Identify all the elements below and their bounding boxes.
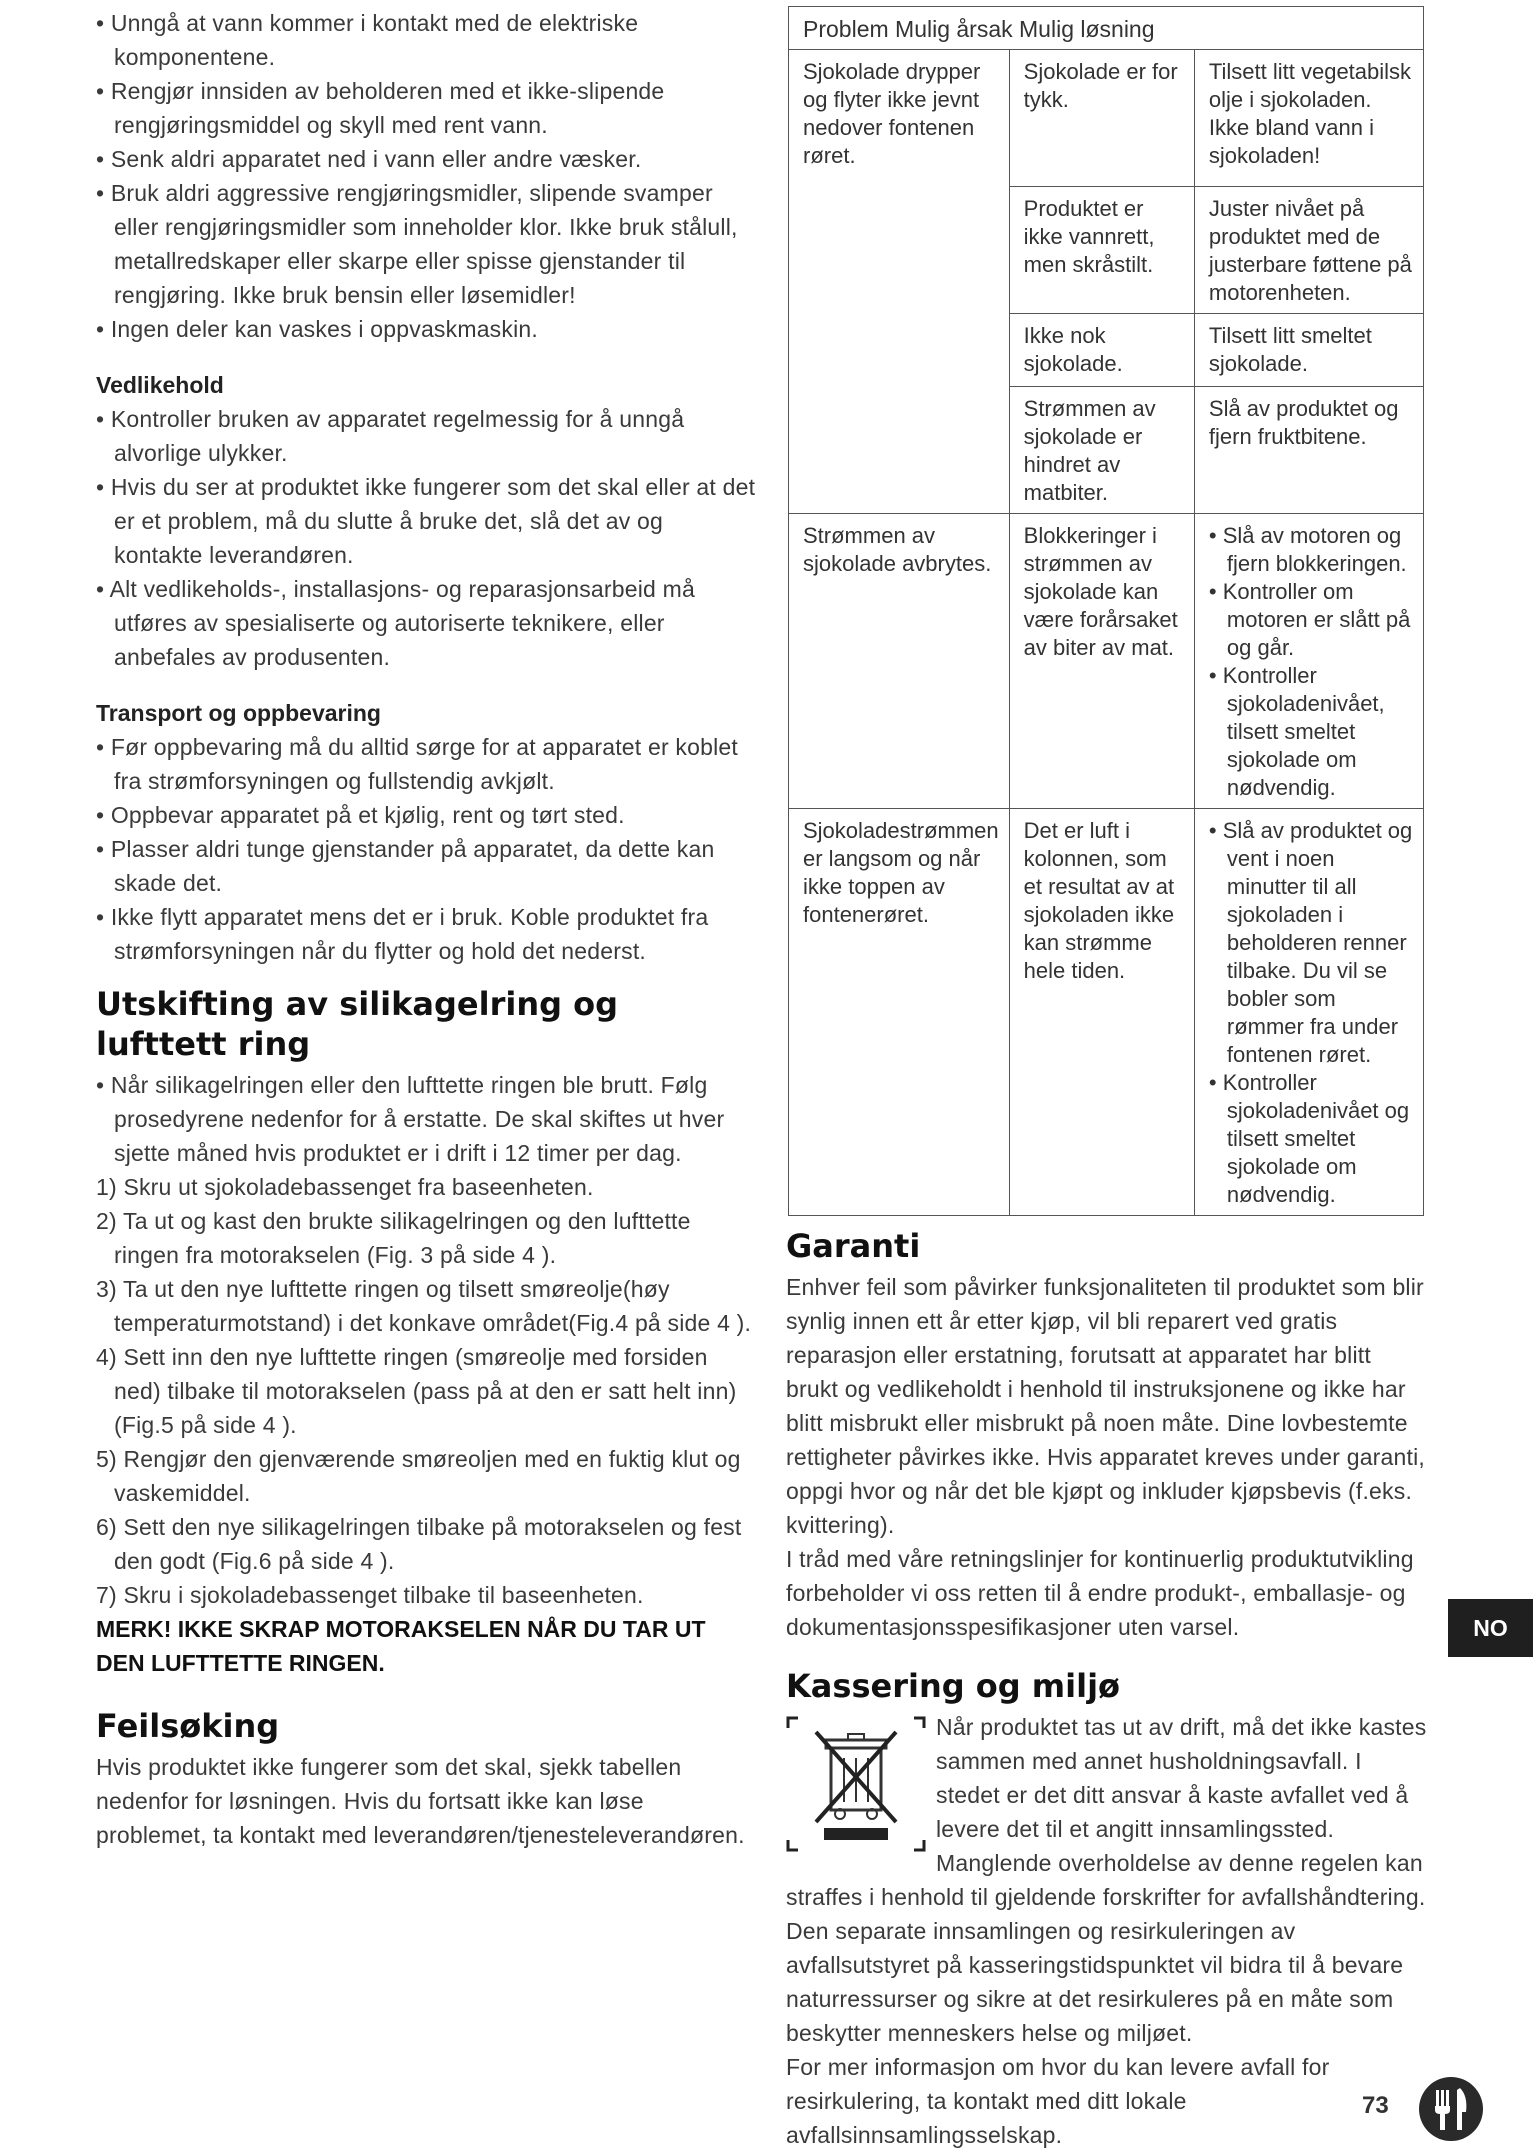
list-item: • Unngå at vann kommer i kontakt med de elektriske komponentene. <box>96 10 639 70</box>
replace-intro: • Når silikagelringen eller den lufttette ringen ble brutt. Følg prosedyrene nedenfor for å erstatte. De skal skiftes ut hver sjette måned hvis produktet er i drift i 12 timer per dag. <box>96 1072 725 1166</box>
list-item: • Bruk aldri aggressive rengjøringsmidler, slipende svamper eller rengjøringsmidler som inneholder klor. Ikke bruk stålull, metallredskaper eller skarpe eller spisse gjenstander til rengjøring. Ikke bruk bensin eller løsemidler! <box>96 180 738 308</box>
table-cell-solution: Juster nivået på produktet med de justerbare føttene på motorenheten. <box>1194 187 1423 314</box>
replace-heading: Utskifting av silikagelring og lufttett ring <box>96 985 619 1063</box>
table-header-row <box>789 7 1424 50</box>
cutlery-logo-icon <box>1418 2076 1484 2142</box>
list-item: • Ikke flytt apparatet mens det er i bruk. Koble produktet fra strømforsyningen når du flytter og hold det nederst. <box>96 904 709 964</box>
table-cell-problem: Sjokolade drypper og flyter ikke jevnt nedover fontenen røret. <box>789 50 1010 514</box>
table-row <box>789 50 1424 187</box>
list-item: • Ingen deler kan vaskes i oppvaskmaskin. <box>96 316 538 342</box>
list-item: • Kontroller bruken av apparatet regelmessig for å unngå alvorlige ulykker. <box>96 406 685 466</box>
solution-item: • Slå av produktet og vent i noen minutter til all sjokoladen i beholderen renner tilbake. Du vil se bobler som rømmer fra under fontenen røret. <box>1208 818 1413 1067</box>
solution-item: • Kontroller sjokoladenivået, tilsett smeltet sjokolade om nødvendig. <box>1208 663 1385 800</box>
transport-list <box>96 730 756 968</box>
disposal-heading: Kassering og miljø <box>786 1667 1121 1705</box>
step-item: 4) Sett inn den nye lufttette ringen (smøreolje med forsiden ned) tilbake til motorakselen (pass på at den er satt helt inn)(Fig.5 på side 4 ). <box>96 1344 737 1438</box>
step-item: 3) Ta ut den nye lufttette ringen og tilsett smøreolje(høy temperaturmotstand) i det konkave området(Fig.4 på side 4 ). <box>96 1276 752 1336</box>
troubleshooting-table-wrap <box>786 6 1428 1216</box>
table-cell-cause: Det er luft i kolonnen, som et resultat av at sjokoladen ikke kan strømme hele tiden. <box>1009 809 1194 1216</box>
right-column <box>786 6 1428 2152</box>
left-column <box>96 6 756 1852</box>
disposal-paragraph: Når produktet tas ut av drift, må det ikke kastes sammen med annet husholdningsavfall. I stedet er det ditt ansvar å kaste avfallet ved å levere det til et angitt innsamlingssted. Manglende overholdelse av denne regelen kan straffes i henhold til gjeldende forskrifter for avfallshåndtering. Den separate innsamlingen og resirkuleringen av avfallsutstyret på kasseringstidspunktet vil bidra til å bevare naturressurser og sikre at det resirkuleres på en måte som beskytter menneskers helse og miljøet. <box>786 1714 1427 2046</box>
step-item: 7) Skru i sjokoladebassenget tilbake til baseenheten. <box>96 1582 644 1608</box>
list-item: • Oppbevar apparatet på et kjølig, rent og tørt sted. <box>96 802 625 828</box>
table-cell-problem: Strømmen av sjokolade avbrytes. <box>789 514 1010 809</box>
table-cell-problem: Sjokoladestrømmen er langsom og når ikke toppen av fontenerøret. <box>789 809 1010 1216</box>
troubleshoot-text: Hvis produktet ikke fungerer som det skal, sjekk tabellen nedenfor for løsningen. Hvis du fortsatt ikke kan løse problemet, ta kontakt med leverandøren/tjenesteleverandøren. <box>96 1754 745 1848</box>
table-cell-solution: Tilsett litt vegetabilsk olje i sjokoladen. Ikke bland vann i sjokoladen! <box>1194 50 1423 187</box>
list-item: • Plasser aldri tunge gjenstander på apparatet, da dette kan skade det. <box>96 836 715 896</box>
transport-heading: Transport og oppbevaring <box>96 700 381 726</box>
step-item: 1) Skru ut sjokoladebassenget fra baseenheten. <box>96 1174 594 1200</box>
table-row <box>789 809 1424 1216</box>
cleaning-list <box>96 6 756 346</box>
warranty-heading: Garanti <box>786 1227 921 1265</box>
page-number: 73 <box>1362 2092 1389 2119</box>
list-item: • Før oppbevaring må du alltid sørge for at apparatet er koblet fra strømforsyningen og fullstendig avkjølt. <box>96 734 738 794</box>
table-cell-solution <box>1194 514 1423 809</box>
table-cell-cause: Sjokolade er for tykk. <box>1009 50 1194 187</box>
list-item: • Rengjør innsiden av beholderen med et ikke-slipende rengjøringsmiddel og skyll med rent vann. <box>96 78 665 138</box>
troubleshoot-heading: Feilsøking <box>96 1707 280 1745</box>
table-cell-cause: Strømmen av sjokolade er hindret av matbiter. <box>1009 387 1194 514</box>
step-item: 6) Sett den nye silikagelringen tilbake på motorakselen og fest den godt (Fig.6 på side 4 ). <box>96 1514 742 1574</box>
maintenance-heading: Vedlikehold <box>96 372 224 398</box>
warning-note: MERK! IKKE SKRAP MOTORAKSELEN NÅR DU TAR UT DEN LUFTTETTE RINGEN. <box>96 1616 706 1676</box>
list-item: • Hvis du ser at produktet ikke fungerer som det skal eller at det er et problem, må du slutte å bruke det, slå det av og kontakte leverandøren. <box>96 474 756 568</box>
table-cell-solution: Tilsett litt smeltet sjokolade. <box>1194 314 1423 387</box>
disposal-text-2: For mer informasjon om hvor du kan levere avfall for resirkulering, ta kontakt med ditt lokale avfallsinnsamlingsselskap. <box>786 2054 1330 2148</box>
list-item: • Senk aldri apparatet ned i vann eller andre væsker. <box>96 146 642 172</box>
disposal-text <box>786 1710 1428 2050</box>
solution-item: • Kontroller om motoren er slått på og går. <box>1208 579 1411 660</box>
replace-steps <box>96 1170 756 1612</box>
solution-item: • Kontroller sjokoladenivået og tilsett smeltet sjokolade om nødvendig. <box>1208 1070 1410 1207</box>
table-cell-cause: Produktet er ikke vannrett, men skråstilt. <box>1009 187 1194 314</box>
warranty-text-2: I tråd med våre retningslinjer for kontinuerlig produktutvikling forbeholder vi oss retten til å endre produkt-, emballasje- og dokumentasjonsspesifikasjoner uten varsel. <box>786 1546 1414 1640</box>
warranty-text: Enhver feil som påvirker funksjonaliteten til produktet som blir synlig innen ett år etter kjøp, vil bli reparert ved gratis reparasjon eller erstatning, forutsatt at apparatet har blitt brukt og vedlikeholdt i henhold til instruksjonene og ikke har blitt misbrukt eller misbrukt på noen måte. Dine lovbestemte rettigheter påvirkes ikke. Hvis apparatet kreves under garanti, oppgi hvor og når det ble kjøpt og inkluder kjøpsbevis (f.eks. kvittering). <box>786 1274 1426 1538</box>
weee-bin-icon <box>786 1714 926 1854</box>
table-row <box>789 514 1424 809</box>
table-cell-solution <box>1194 809 1423 1216</box>
troubleshooting-table <box>788 6 1424 1216</box>
maintenance-list <box>96 402 756 674</box>
list-item: • Alt vedlikeholds-, installasjons- og reparasjonsarbeid må utføres av spesialiserte og autoriserte teknikere, eller anbefales av produsenten. <box>96 576 695 670</box>
table-cell-solution: Slå av produktet og fjern fruktbitene. <box>1194 387 1423 514</box>
step-item: 5) Rengjør den gjenværende smøreoljen med en fuktig klut og vaskemiddel. <box>96 1446 741 1506</box>
table-cell-cause: Blokkeringer i strømmen av sjokolade kan være forårsaket av biter av mat. <box>1009 514 1194 809</box>
language-tab: NO <box>1448 1599 1533 1657</box>
table-header: Problem Mulig årsak Mulig løsning <box>789 7 1424 50</box>
table-cell-cause: Ikke nok sjokolade. <box>1009 314 1194 387</box>
step-item: 2) Ta ut og kast den brukte silikagelringen og den lufttette ringen fra motorakselen (Fig. 3 på side 4 ). <box>96 1208 691 1268</box>
solution-item: • Slå av motoren og fjern blokkeringen. <box>1208 523 1407 576</box>
